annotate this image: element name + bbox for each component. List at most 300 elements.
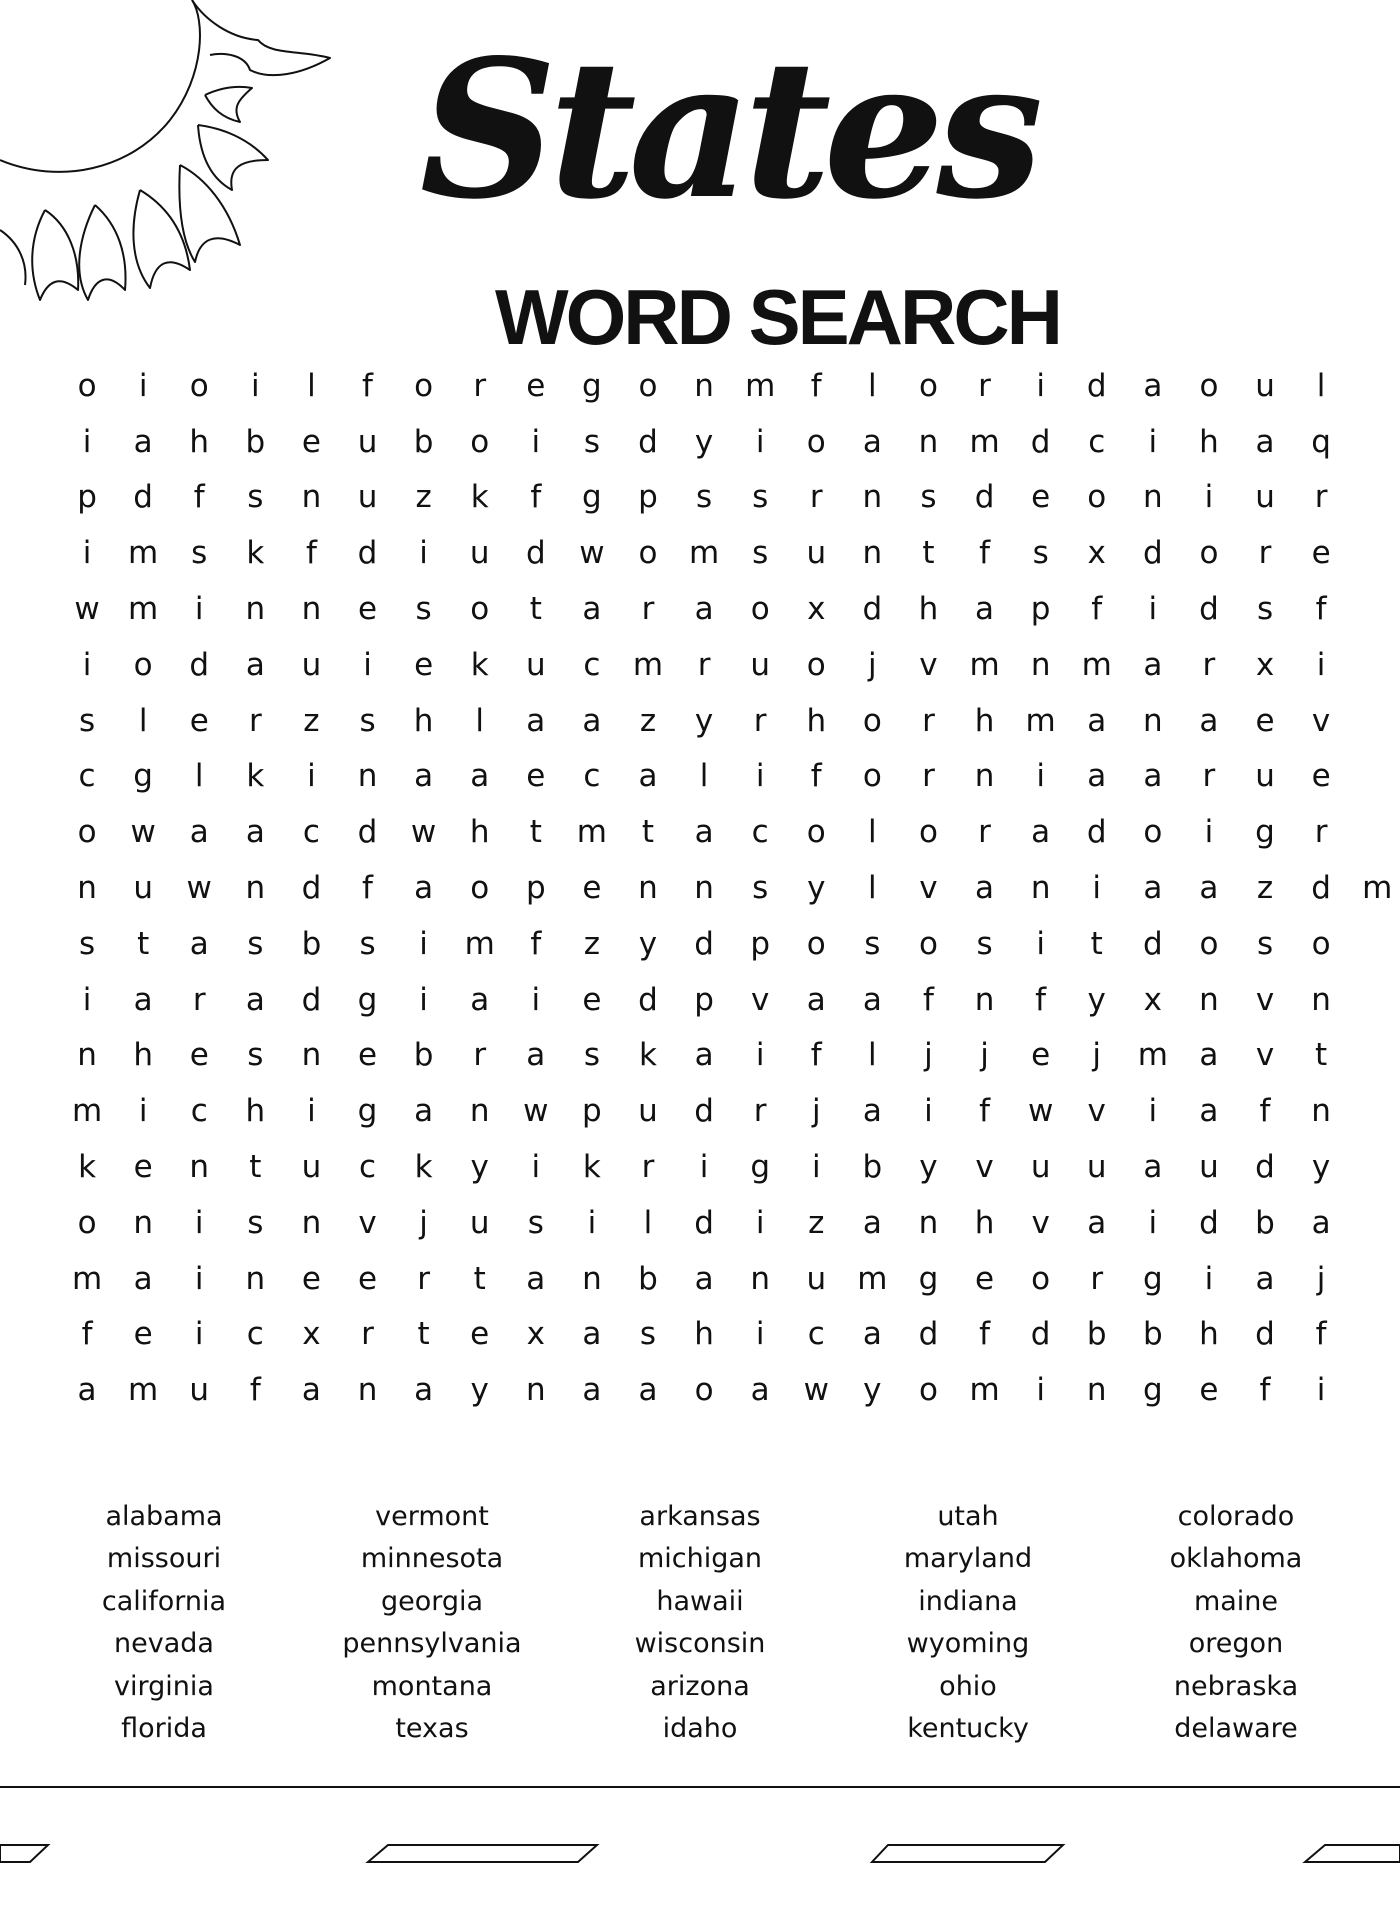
grid-cell: r (978, 814, 991, 851)
grid-cell: s (247, 479, 264, 516)
grid-cell: n (1199, 981, 1219, 1018)
grid-cell: o (918, 925, 938, 962)
grid-cell: r (417, 1260, 430, 1297)
grid-cell: n (357, 1372, 378, 1409)
grid-cell: a (975, 591, 995, 628)
grid-cell: b (413, 1037, 434, 1074)
grid-cell: k (639, 1037, 657, 1074)
grid-cell: j (419, 1204, 428, 1241)
grid-cell: d (918, 1316, 939, 1353)
grid-row (59, 637, 1400, 693)
grid-cell: u (357, 423, 378, 460)
grid-cell: o (133, 646, 153, 683)
grid-cell: i (1316, 1372, 1326, 1409)
grid-cell: k (470, 646, 489, 683)
grid-cell: a (133, 423, 153, 460)
grid-cell: u (1030, 1149, 1051, 1186)
grid-cell: y (470, 1149, 489, 1186)
grid-cell: v (1255, 1037, 1275, 1074)
grid-cell: s (920, 479, 937, 516)
grid-cell: s (583, 423, 600, 460)
grid-cell: f (1091, 591, 1103, 628)
grid-cell: s (1256, 925, 1274, 962)
grid-cell: o (918, 814, 938, 851)
grid-cell: i (82, 535, 92, 572)
grid-cell: m (857, 1260, 888, 1297)
grid-cell: e (582, 981, 602, 1018)
grid-cell: u (133, 870, 153, 907)
grid-cell: s (864, 925, 881, 962)
grid-cell: n (525, 1372, 546, 1409)
grid-cell: d (1086, 814, 1107, 851)
grid-cell: o (470, 591, 490, 628)
grid-cell: f (530, 479, 542, 516)
grid-cell: c (1088, 423, 1106, 460)
grid-cell: m (1137, 1037, 1168, 1074)
word-item: texas (395, 1713, 469, 1745)
grid-cell: r (753, 1093, 767, 1130)
grid-cell: u (189, 1372, 210, 1409)
grid-cell: m (71, 1260, 103, 1297)
grid-cell: n (133, 1204, 153, 1241)
grid-cell: y (694, 423, 714, 460)
grid-cell: r (753, 702, 767, 739)
grid-cell: a (1255, 423, 1275, 460)
grid-cell: u (1255, 367, 1275, 404)
grid-cell: u (638, 1093, 658, 1130)
grid-cell: a (1031, 814, 1051, 851)
grid-cell: c (358, 1149, 377, 1186)
grid-cell: d (189, 646, 210, 683)
grid-cell: d (525, 535, 546, 572)
word-item: vermont (375, 1501, 489, 1532)
word-item: utah (937, 1501, 999, 1532)
title-subtitle: WORD SEARCH (495, 273, 1060, 361)
grid-cell: g (918, 1260, 939, 1297)
grid-cell: a (694, 1037, 714, 1074)
grid-cell: a (862, 1093, 882, 1130)
grid-cell: a (133, 1260, 153, 1297)
grid-cell: l (868, 1037, 877, 1074)
grid-cell: o (1087, 479, 1107, 516)
grid-cell: a (1143, 367, 1163, 404)
grid-cell: p (750, 925, 771, 962)
grid-cell: a (470, 758, 490, 795)
grid-cell: d (1199, 1204, 1219, 1241)
grid-cell: g (582, 367, 602, 404)
grid-cell: s (527, 1204, 544, 1241)
grid-cell: n (1030, 646, 1051, 683)
grid-cell: t (473, 1260, 486, 1297)
grid-cell: s (583, 1037, 600, 1074)
grid-cell: a (975, 870, 995, 907)
grid-cell: v (1311, 702, 1331, 739)
grid-cell: w (130, 814, 156, 851)
grid-cell: i (1148, 423, 1158, 460)
grid-cell: y (1087, 981, 1106, 1018)
grid-cell: i (587, 1204, 597, 1241)
grid-cell: a (1199, 1037, 1219, 1074)
grid-cell: x (1143, 981, 1162, 1018)
grid-cell: g (357, 981, 378, 1018)
grid-cell: e (189, 702, 209, 739)
grid-cell: u (525, 646, 546, 683)
grid-cell: r (1090, 1260, 1104, 1297)
grid-cell: a (1199, 702, 1219, 739)
grid-cell: r (641, 1149, 655, 1186)
grid-cell: a (1143, 1149, 1163, 1186)
grid-cell: s (191, 535, 208, 572)
grid-cell: s (752, 535, 769, 572)
grid-cell: f (979, 535, 990, 572)
grid-cell: f (1315, 591, 1327, 628)
grid-cell: j (924, 1037, 933, 1074)
grid-cell: n (862, 535, 883, 572)
grid-cell: m (71, 1093, 103, 1130)
grid-cell: v (975, 1149, 994, 1186)
grid-cell: t (137, 925, 150, 962)
grid-cell: i (363, 646, 372, 683)
grid-cell: e (1031, 479, 1051, 516)
grid-cell: m (576, 814, 607, 851)
grid-cell: a (1199, 870, 1219, 907)
grid-cell: a (862, 423, 882, 460)
grid-cell: n (1030, 870, 1051, 907)
grid-cell: a (414, 870, 434, 907)
grid-cell: a (582, 702, 602, 739)
grid-cell: r (978, 367, 991, 404)
grid-cell: i (699, 1149, 709, 1186)
grid-cell: s (415, 591, 432, 628)
grid-cell: s (976, 925, 993, 962)
grid-cell: l (868, 814, 877, 851)
grid-cell: h (245, 1093, 266, 1130)
grid-cell: n (245, 591, 266, 628)
grid-cell: a (526, 702, 546, 739)
grid-row (59, 1139, 1400, 1195)
grid-cell: a (245, 981, 265, 1018)
word-item: california (101, 1585, 227, 1617)
grid-cell: t (249, 1149, 262, 1186)
word-item: oregon (1188, 1628, 1284, 1660)
grid-cell: w (74, 591, 100, 628)
word-column (298, 1496, 566, 1750)
grid-cell: d (133, 479, 153, 516)
grid-cell: i (1204, 814, 1214, 851)
grid-cell: o (694, 1372, 714, 1409)
grid-cell: e (414, 646, 434, 683)
grid-cell: h (133, 1037, 153, 1074)
grid-cell: w (186, 870, 212, 907)
grid-cell: y (919, 1149, 938, 1186)
word-item: oklahoma (1169, 1543, 1303, 1575)
grid-cell: e (470, 1316, 490, 1353)
grid-cell: o (806, 423, 826, 460)
grid-cell: d (1255, 1149, 1275, 1186)
grid-cell: m (1362, 870, 1393, 907)
grid-cell: i (419, 535, 428, 572)
grid-cell: o (806, 814, 826, 851)
grid-cell: b (413, 423, 434, 460)
grid-cell: f (1259, 1372, 1271, 1409)
grid-cell: i (1036, 367, 1045, 404)
word-item: ohio (939, 1670, 997, 1702)
grid-cell: w (523, 1093, 549, 1130)
grid-cell: y (863, 1372, 882, 1409)
grid-cell: w (1027, 1093, 1054, 1130)
grid-cell: l (699, 758, 709, 795)
grid-cell: d (1086, 367, 1107, 404)
grid-cell: e (357, 1260, 378, 1297)
grid-cell: a (694, 814, 714, 851)
grid-cell: k (78, 1149, 97, 1186)
grid-cell: e (1255, 702, 1275, 739)
grid-cell: z (303, 702, 320, 739)
grid-cell: m (969, 423, 1000, 460)
grid-cell: i (82, 423, 92, 460)
word-item: georgia (380, 1585, 484, 1617)
grid-row (59, 1307, 1400, 1363)
grid-cell: h (918, 591, 939, 628)
grid-cell: c (302, 814, 320, 851)
grid-cell: j (811, 1093, 821, 1130)
grid-cell: n (1143, 702, 1163, 739)
grid-cell: n (1086, 1372, 1107, 1409)
grid-cell: b (245, 423, 266, 460)
grid-cell: d (638, 423, 658, 460)
grid-cell: i (531, 423, 541, 460)
word-column (834, 1496, 1102, 1750)
grid-cell: d (862, 591, 883, 628)
grid-cell: j (980, 1037, 989, 1074)
grid-cell: e (133, 1149, 153, 1186)
grid-cell: k (246, 535, 265, 572)
grid-cell: d (1142, 925, 1163, 962)
grid-cell: i (1092, 870, 1102, 907)
grid-cell: n (245, 870, 266, 907)
grid-cell: n (694, 870, 714, 907)
grid-cell: l (868, 367, 877, 404)
grid-cell: k (246, 758, 265, 795)
grid-cell: u (301, 1149, 322, 1186)
grid-cell: a (189, 814, 209, 851)
grid-cell: d (638, 981, 658, 1018)
grid-cell: i (755, 1204, 765, 1241)
grid-row (59, 749, 1400, 805)
grid-cell: c (583, 646, 601, 683)
grid-cell: d (1030, 1316, 1051, 1353)
grid-cell: c (78, 758, 96, 795)
grid-cell: n (189, 1149, 210, 1186)
grid-cell: h (189, 423, 210, 460)
grid-cell: a (1143, 870, 1163, 907)
grid-cell: n (301, 591, 322, 628)
word-item: montana (371, 1670, 493, 1702)
word-item: florida (121, 1713, 207, 1745)
grid-cell: r (922, 758, 935, 795)
grid-cell: n (245, 1260, 266, 1297)
word-column (566, 1496, 834, 1750)
grid-cell: n (301, 1204, 322, 1241)
grid-cell: i (531, 1149, 541, 1186)
grid-cell: u (750, 646, 770, 683)
grid-cell: t (1090, 925, 1103, 962)
grid-cell: s (1256, 591, 1274, 628)
grid-cell: n (469, 1093, 490, 1130)
grid-cell: o (77, 367, 97, 404)
grid-cell: f (362, 870, 373, 907)
grid-cell: r (1314, 814, 1328, 851)
grid-cell: u (1255, 479, 1275, 516)
grid-cell: d (301, 870, 322, 907)
grid-cell: u (1255, 758, 1275, 795)
grid-row (59, 1251, 1400, 1307)
grid-cell: n (918, 423, 939, 460)
grid-cell: a (245, 646, 265, 683)
grid-cell: s (359, 702, 376, 739)
grid-cell: p (638, 479, 658, 516)
grid-cell: f (362, 367, 373, 404)
grid-cell: a (582, 1372, 602, 1409)
grid-cell: w (803, 1372, 829, 1409)
grid-cell: n (974, 758, 995, 795)
grid-cell: o (750, 591, 770, 628)
word-item: michigan (637, 1543, 763, 1575)
grid-cell: o (1199, 535, 1219, 572)
grid-cell: o (806, 646, 826, 683)
grid-cell: i (307, 758, 316, 795)
grid-cell: a (638, 758, 658, 795)
grid-cell: n (1311, 1093, 1331, 1130)
grid-row (59, 916, 1400, 972)
grid-cell: m (969, 646, 1000, 683)
grid-cell: d (1311, 870, 1331, 907)
grid-cell: m (464, 925, 495, 962)
grid-cell: s (78, 702, 96, 739)
grid-cell: a (750, 1372, 770, 1409)
word-item: maine (1193, 1585, 1279, 1617)
grid-cell: a (1199, 1093, 1219, 1130)
grid-cell: h (469, 814, 490, 851)
grid-cell: n (301, 1037, 322, 1074)
grid-cell: y (638, 925, 658, 962)
grid-cell: c (190, 1093, 208, 1130)
grid-cell: g (1255, 814, 1275, 851)
word-column (30, 1496, 298, 1750)
grid-cell: r (1202, 646, 1216, 683)
grid-cell: c (807, 1316, 825, 1353)
grid-cell: s (639, 1316, 657, 1353)
grid-cell: e (1031, 1037, 1051, 1074)
grid-cell: r (473, 1037, 487, 1074)
grid-cell: f (810, 1037, 822, 1074)
grid-cell: b (638, 1260, 658, 1297)
grid-cell: u (469, 1204, 490, 1241)
grid-cell: m (128, 591, 159, 628)
grid-cell: i (194, 1316, 204, 1353)
grid-cell: e (357, 1037, 378, 1074)
grid-cell: u (806, 1260, 827, 1297)
grid-row (59, 470, 1400, 526)
grid-cell: x (1087, 535, 1106, 572)
grid-cell: d (357, 535, 378, 572)
grid-cell: o (1199, 925, 1219, 962)
grid-cell: y (694, 702, 714, 739)
grid-cell: p (1030, 591, 1051, 628)
grid-cell: o (638, 535, 658, 572)
grid-cell: d (1255, 1316, 1275, 1353)
grid-cell: u (357, 479, 378, 516)
word-item: kentucky (907, 1713, 1029, 1745)
grid-cell: m (688, 535, 720, 572)
grid-cell: n (694, 367, 714, 404)
grid-cell: a (694, 1260, 714, 1297)
grid-cell: d (974, 479, 995, 516)
grid-cell: m (1025, 702, 1056, 739)
grid-cell: s (696, 479, 713, 516)
grid-cell: w (410, 814, 437, 851)
word-column (1102, 1496, 1370, 1750)
grid-cell: n (1311, 981, 1331, 1018)
word-item: wyoming (906, 1628, 1030, 1660)
grid-cell: t (641, 814, 655, 851)
grid-row (59, 358, 1400, 414)
grid-cell: n (77, 1037, 97, 1074)
grid-cell: g (357, 1093, 378, 1130)
grid-cell: h (806, 702, 827, 739)
grid-cell: r (192, 981, 206, 1018)
grid-cell: l (643, 1204, 653, 1241)
grid-cell: d (1142, 535, 1163, 572)
grid-cell: a (77, 1372, 97, 1409)
grid-cell: a (301, 1372, 321, 1409)
grid-cell: z (415, 479, 432, 516)
grid-cell: o (862, 702, 882, 739)
word-item: wisconsin (634, 1628, 766, 1660)
grid-cell: o (470, 870, 490, 907)
word-list (30, 1496, 1370, 1750)
grid-cell: h (974, 1204, 995, 1241)
grid-cell: a (1143, 758, 1163, 795)
grid-cell: h (413, 702, 434, 739)
grid-cell: d (357, 814, 378, 851)
grid-cell: e (301, 423, 321, 460)
grid-row (59, 693, 1400, 749)
grid-cell: g (582, 479, 602, 516)
grid-cell: i (82, 981, 92, 1018)
grid-row (59, 581, 1400, 637)
word-item: hawaii (656, 1585, 744, 1617)
grid-cell: r (361, 1316, 374, 1353)
grid-row (59, 1362, 1400, 1418)
grid-row (59, 525, 1400, 581)
grid-cell: p (77, 479, 97, 516)
grid-cell: f (922, 981, 934, 1018)
grid-cell: l (194, 758, 204, 795)
grid-cell: y (470, 1372, 489, 1409)
word-item: pennsylvania (342, 1628, 522, 1660)
grid-cell: a (526, 1260, 546, 1297)
grid-cell: a (189, 925, 209, 962)
grid-cell: m (969, 1372, 1000, 1409)
grid-row (59, 1028, 1400, 1084)
grid-cell: n (750, 1260, 770, 1297)
grid-cell: o (77, 1204, 97, 1241)
grid-cell: i (419, 925, 428, 962)
grid-cell: t (529, 814, 542, 851)
grid-cell: a (638, 1372, 658, 1409)
grid-cell: z (583, 925, 601, 962)
